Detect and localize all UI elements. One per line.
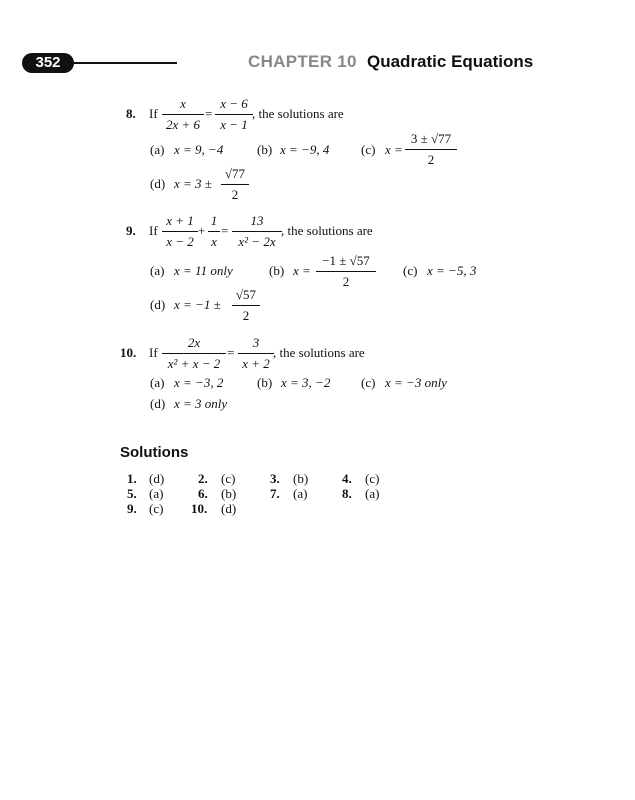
solutions-heading: Solutions <box>120 444 189 461</box>
numerator: x + 1 <box>162 213 198 232</box>
chapter-title: Quadratic Equations <box>367 52 534 71</box>
numerator: 3 ± √77 <box>405 131 457 150</box>
problem-number: 8. <box>126 106 136 121</box>
denominator: 2 <box>342 274 350 289</box>
solution-answer: (b) <box>293 471 309 486</box>
option-b-label: (b) <box>257 375 273 390</box>
option-d-label: (d) <box>150 396 166 411</box>
option-b: x = −9, 4 <box>280 142 330 157</box>
option-c-prefix: x = <box>385 142 403 157</box>
solution-number: 6. <box>198 486 208 501</box>
option-c: x = −5, 3 <box>427 263 477 278</box>
solution-number: 3. <box>270 471 280 486</box>
option-b-label: (b) <box>269 263 285 278</box>
solution-number: 4. <box>342 471 352 486</box>
option-a: x = 11 only <box>174 263 233 278</box>
option-a-label: (a) <box>150 263 165 278</box>
denominator: x − 1 <box>220 117 248 132</box>
term2-fraction <box>208 213 220 250</box>
option-d-label: (d) <box>150 176 166 191</box>
option-b-fraction <box>316 253 376 290</box>
denominator: 2 <box>427 152 435 167</box>
stem-tail: , the solutions are <box>281 223 373 238</box>
option-a-label: (a) <box>150 142 165 157</box>
solution-number: 5. <box>127 486 137 501</box>
solution-answer: (a) <box>149 486 164 501</box>
numerator: √77 <box>221 166 249 185</box>
stem-tail: , the solutions are <box>273 345 365 360</box>
if-word: If <box>149 106 158 121</box>
solution-answer: (a) <box>293 486 308 501</box>
chapter-label: CHAPTER 10 <box>248 52 357 71</box>
solution-number: 10. <box>191 501 208 516</box>
rhs-fraction <box>238 335 274 372</box>
if-word: If <box>149 223 158 238</box>
lhs-fraction <box>162 96 204 133</box>
option-a-label: (a) <box>150 375 165 390</box>
denominator: 2x + 6 <box>165 117 201 132</box>
option-b-prefix: x = <box>293 263 311 278</box>
denominator: 2 <box>231 187 239 202</box>
option-d-label: (d) <box>150 297 166 312</box>
numerator: √57 <box>232 287 260 306</box>
equals-sign: = <box>227 345 235 360</box>
option-a: x = −3, 2 <box>174 375 224 390</box>
option-d-prefix: x = 3 ± <box>174 176 212 191</box>
solution-answer: (c) <box>221 471 236 486</box>
solution-answer: (b) <box>221 486 237 501</box>
option-c-label: (c) <box>403 263 418 278</box>
option-b-label: (b) <box>257 142 273 157</box>
denominator: x − 2 <box>166 234 194 249</box>
denominator: 2 <box>242 308 250 323</box>
option-d: x = 3 only <box>174 396 228 411</box>
numerator: x − 6 <box>215 96 253 115</box>
solution-number: 8. <box>342 486 352 501</box>
solution-answer: (d) <box>221 501 237 516</box>
lhs-fraction <box>162 335 226 372</box>
solution-answer: (c) <box>365 471 380 486</box>
option-c-label: (c) <box>361 142 376 157</box>
denominator: x <box>211 234 217 249</box>
solution-answer: (d) <box>149 471 165 486</box>
numerator: x <box>162 96 204 115</box>
option-c-fraction <box>405 131 457 168</box>
page-number: 352 <box>22 53 74 73</box>
solution-number: 2. <box>198 471 208 486</box>
option-d-fraction <box>232 287 260 324</box>
option-d-fraction <box>221 166 249 203</box>
stem-tail: , the solutions are <box>252 106 344 121</box>
solution-number: 9. <box>127 501 137 516</box>
solution-answer: (a) <box>365 486 380 501</box>
solution-answer: (c) <box>149 501 164 516</box>
option-d-prefix: x = −1 ± <box>174 297 221 312</box>
if-word: If <box>149 345 158 360</box>
numerator: −1 ± √57 <box>316 253 376 272</box>
option-c: x = −3 only <box>385 375 447 390</box>
solution-number: 7. <box>270 486 280 501</box>
solution-number: 1. <box>127 471 137 486</box>
rhs-fraction <box>232 213 282 250</box>
term1-fraction <box>162 213 198 250</box>
denominator: x² − 2x <box>238 234 276 249</box>
equals-sign: = <box>205 106 213 121</box>
numerator: 3 <box>238 335 274 354</box>
problem-number: 10. <box>120 345 137 360</box>
denominator: x² + x − 2 <box>167 356 221 371</box>
option-a: x = 9, −4 <box>174 142 224 157</box>
problem-number: 9. <box>126 223 136 238</box>
numerator: 2x <box>162 335 226 354</box>
equals-sign: = <box>221 223 229 238</box>
header-rule <box>70 62 177 64</box>
option-c-label: (c) <box>361 375 376 390</box>
numerator: 1 <box>208 213 220 232</box>
option-b: x = 3, −2 <box>281 375 331 390</box>
numerator: 13 <box>232 213 282 232</box>
rhs-fraction <box>215 96 253 133</box>
denominator: x + 2 <box>242 356 270 371</box>
plus-sign: + <box>198 223 206 238</box>
